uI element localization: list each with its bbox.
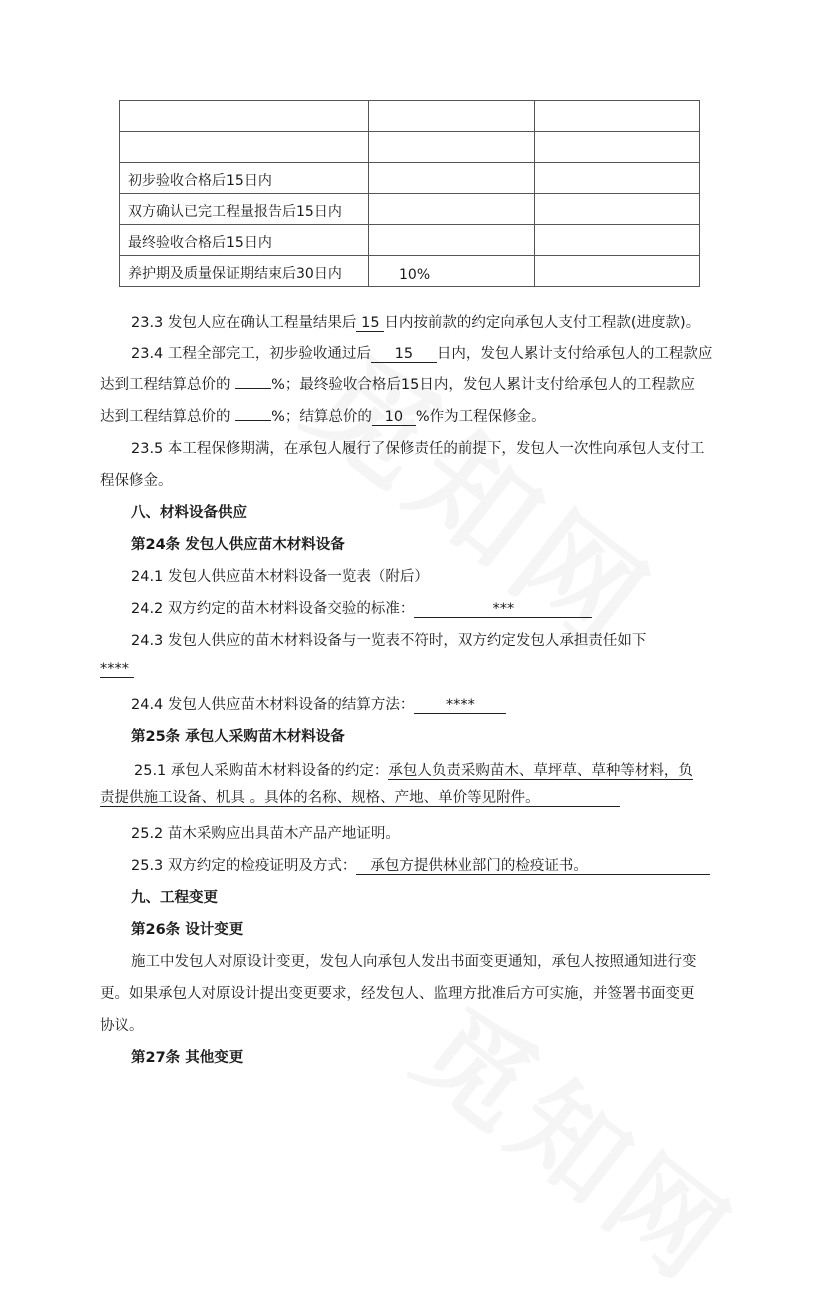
table-cell <box>369 101 535 132</box>
article-24-heading: 第24条 发包人供应苗木材料设备 <box>131 537 345 553</box>
table-cell <box>369 225 535 256</box>
clause-text: 23.3 发包人应在确认工程量结果后 <box>131 315 357 331</box>
clause-23-4-line2 <box>100 373 695 394</box>
article-25-heading: 第25条 承包人采购苗木材料设备 <box>131 729 345 745</box>
clause-24-4 <box>131 693 506 714</box>
watermark <box>278 308 691 684</box>
clause-text: 达到工程结算总价的 <box>100 377 231 393</box>
clause-text: 日内，发包人累计支付给承包人的工程款应 <box>436 346 713 362</box>
table-cell <box>369 194 535 225</box>
fill-blank: 15 <box>356 315 384 332</box>
fill-blank: 10 <box>372 409 416 426</box>
table-cell <box>369 163 535 194</box>
clause-24-3-value <box>100 661 134 678</box>
table-row <box>120 132 700 163</box>
table-row <box>120 163 700 194</box>
clause-text: 25.1 承包人采购苗木材料设备的约定： <box>134 763 389 779</box>
clause-25-1-line2 <box>100 790 620 807</box>
fill-blank: **** <box>100 661 134 678</box>
table-row <box>120 256 700 287</box>
table-row <box>120 194 700 225</box>
clause-text: %；最终验收合格后15日内，发包人累计支付给承包人的工程款应 <box>271 377 695 393</box>
article-26-heading: 第26条 设计变更 <box>131 922 244 938</box>
clause-text: 24.4 发包人供应苗木材料设备的结算方法： <box>131 697 415 713</box>
clause-25-2: 25.2 苗木采购应出具苗木产品产地证明。 <box>131 826 400 842</box>
table-cell <box>535 225 700 256</box>
section-heading-8: 八、材料设备供应 <box>131 505 247 521</box>
clause-23-5-line2: 程保修金。 <box>100 473 173 489</box>
table-row <box>120 101 700 132</box>
table-cell: 初步验收合格后15日内 <box>120 163 369 194</box>
table-cell <box>120 101 369 132</box>
table-cell <box>535 256 700 287</box>
clause-23-4 <box>131 342 712 363</box>
clause-25-3 <box>131 854 710 875</box>
table-cell: 养护期及质量保证期结束后30日内 <box>120 256 369 287</box>
section-heading-9: 九、工程变更 <box>131 890 218 906</box>
clause-text: 达到工程结算总价的 <box>100 409 231 425</box>
clause-23-3 <box>131 311 700 332</box>
table-cell <box>535 194 700 225</box>
fill-value: 承包方提供林业部门的检疫证书。 <box>356 858 710 875</box>
table-cell: 最终验收合格后15日内 <box>120 225 369 256</box>
payment-schedule-table <box>119 100 700 287</box>
clause-text: 日内按前款的约定向承包人支付工程款(进度款)。 <box>384 315 701 331</box>
clause-23-5: 23.5 本工程保修期满，在承包人履行了保修责任的前提下，发包人一次性向承包人支付工 <box>131 441 705 457</box>
table-cell: 双方确认已完工程量报告后15日内 <box>120 194 369 225</box>
clause-23-4-line3 <box>100 405 546 426</box>
table-cell: 10% <box>369 256 535 287</box>
clause-24-3: 24.3 发包人供应的苗木材料设备与一览表不符时，双方约定发包人承担责任如下 <box>131 633 647 649</box>
table-cell <box>535 101 700 132</box>
fill-blank <box>235 388 271 389</box>
table-cell <box>120 132 369 163</box>
article-27-heading: 第27条 其他变更 <box>131 1050 244 1066</box>
fill-blank: *** <box>414 601 592 618</box>
watermark-lower <box>390 966 771 1312</box>
table-cell <box>369 132 535 163</box>
clause-text: 25.3 双方约定的检疫证明及方式： <box>131 858 357 874</box>
clause-24-2 <box>131 597 592 618</box>
table-cell <box>535 163 700 194</box>
fill-value: 承包人负责采购苗木、草坪草、草种等材料，负 <box>388 763 693 779</box>
clause-26-line3: 协议。 <box>100 1018 144 1034</box>
table-row <box>120 225 700 256</box>
table-cell <box>535 132 700 163</box>
fill-blank: **** <box>414 697 506 714</box>
clause-text: %作为工程保修金。 <box>415 409 546 425</box>
clause-26-line2: 更。如果承包人对原设计提出变更要求，经发包人、监理方批准后方可实施，并签署书面变更 <box>100 986 695 1002</box>
clause-text: 23.4 工程全部完工，初步验收通过后 <box>131 346 371 362</box>
clause-25-1 <box>134 759 693 780</box>
fill-blank <box>235 420 271 421</box>
clause-24-1: 24.1 发包人供应苗木材料设备一览表（附后） <box>131 569 429 585</box>
fill-value: 责提供施工设备、机具 。具体的名称、规格、产地、单价等见附件。 <box>100 790 620 807</box>
fill-blank: 15 <box>371 346 437 363</box>
clause-text: %；结算总价的 <box>271 409 372 425</box>
clause-26: 施工中发包人对原设计变更，发包人向承包人发出书面变更通知，承包人按照通知进行变 <box>131 954 697 970</box>
clause-text: 24.2 双方约定的苗木材料设备交验的标准： <box>131 601 415 617</box>
